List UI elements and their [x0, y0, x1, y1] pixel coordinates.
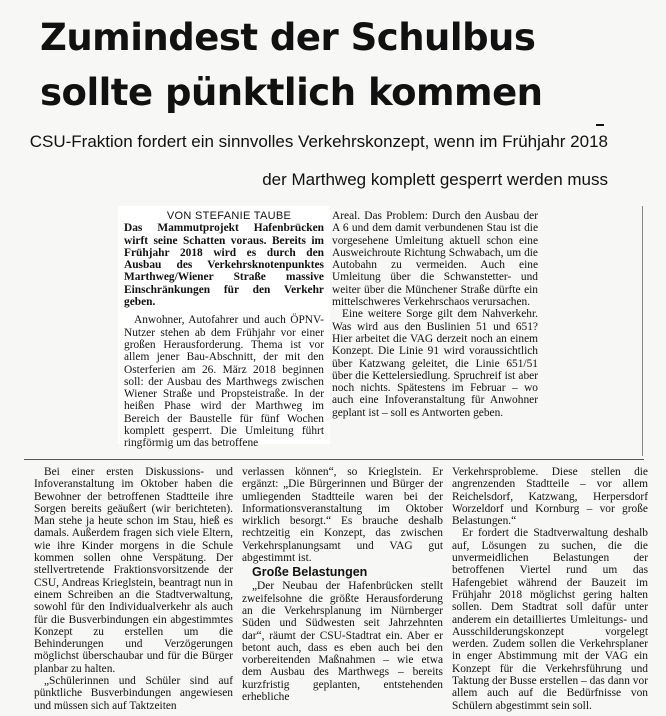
body-paragraph: „Der Neubau der Hafenbrücken stellt zweifelsohne die größte Herausforderung an die Verkehrsplanung im Nürnberger Süden und Südwesten seit Jahrzehnten dar“, räumt der CSU-Stadtrat ein. Aber er betont auch, dass es eben auch bei den vorbereitenden Maßnahmen – wie etwa dem Ausbau des Marthwegs – bereits kurzfristig geplanten, entstehenden erhebliche	[242, 580, 443, 704]
body-paragraph: Verkehrsprobleme. Diese stellen die angrenzenden Stadtteile – vor allem Reichelsdorf, Katzwang, Herpersdorf Worzeldorf und Kornburg – vor große Belastungen.“	[452, 466, 648, 528]
body-paragraph: Areal. Das Problem: Durch den Ausbau der A 6 und dem damit verbundenen Stau ist die vorgesehene Umleitung aktuell schon eine Ausweichroute Richtung Schwabach, um die Autobahn zu vermeiden. Auch eine Umleitung über die Schwanstetter- und weiter über die Münchener Straße dürfte ein mittelschweres Verkehrschaos verursachen.	[332, 210, 538, 309]
column-rule	[642, 206, 643, 456]
body-paragraph: Er fordert die Stadtverwaltung deshalb auf, Lösungen zu suchen, die die unvermeidlichen Belastungen der betroffenen Viertel rund um das Hafengebiet während der Bauzeit im Frühjahr 2018 möglichst gering halten sollen. Dem Stadtrat soll dafür unter anderem ein detailliertes Umleitungs- und Ausschilderungskonzept vorgelegt werden. Zudem sollen die Verkehrsplaner in enger Abstimmung mit der VAG ein Konzept für die Verkehrsführung und Taktung der Busse erstellen – das dann vor allem auch auf die Bedürfnisse von Schülern abgestimmt sein soll.	[452, 527, 648, 712]
subheadline-line-1: CSU-Fraktion fordert ein sinnvolles Verkehrskonzept, wenn im Frühjahr 2018	[29, 132, 608, 151]
headline-line-1: Zumindest der Schulbus	[40, 16, 536, 59]
section-subheading: Große Belastungen	[252, 565, 368, 580]
headline-line-2: sollte pünktlich kommen	[40, 71, 543, 114]
lower-column-1	[34, 466, 233, 712]
upper-right-column	[332, 210, 538, 419]
body-paragraph: Bei einer ersten Diskussions- und Infoveranstaltung im Oktober haben die Bewohner der betroffenen Stadtteile ihre Sorgen bereits geäußert (wir berichteten). Man stehe ja heute schon im Stau, hieß es damals. Außerdem fragen sich viele Eltern, wie ihre Kinder morgens in die Schule kommen sollen ohne Verspätung. Der stellvertretende Fraktionsvorsitzende der CSU, Andreas Krieglstein, beantragt nun in einem Schreiben an die Stadtverwaltung, sowohl für den Individualverkehr als auch für die Busverbindungen ein abgestimmtes Konzept zu erstellen um die Behinderungen und Verzögerungen möglichst überschaubar und für die Bürger planbar zu halten.	[34, 466, 233, 675]
subheadline-line-2: der Marthweg komplett gesperrt werden muss	[262, 170, 608, 189]
body-paragraph: Eine weitere Sorge gilt dem Nahverkehr. Was wird aus den Buslinien 51 und 651? Hier arbeitet die VAG derzeit noch an einem Konzept. Die Linie 91 wird voraussichtlich über Katzwang geleitet, die Linie 651/51 über die Kettelersiedlung. Spruchreif ist aber noch nichts. Spätestens im Februar – wo auch eine Infoveranstaltung für Anwohner geplant ist – soll es Antworten geben.	[332, 308, 538, 419]
author-byline: VON STEFANIE TAUBE	[166, 210, 292, 222]
headline	[40, 10, 640, 120]
section-divider	[24, 459, 644, 460]
lead-paragraph: Das Mammutprojekt Hafenbrücken wirft seine Schatten voraus. Bereits im Frühjahr 2018 wird es durch den Ausbau des Verkehrsknotenpunktes Marthweg/Wiener Straße massive Einschränkungen für den Verkehr geben.	[124, 222, 324, 309]
upper-left-column	[124, 210, 324, 450]
body-paragraph: verlassen können“, so Krieglstein. Er ergänzt: „Die Bürgerinnen und Bürger der umliegenden Stadtteile waren bei der Informationsveranstaltung im Oktober wirklich besorgt.“ Es brauche deshalb rechtzeitig ein Konzept, das zwischen Verkehrsplanungsamt und VAG gut abgestimmt ist.	[242, 466, 443, 565]
lower-column-2	[242, 466, 443, 703]
body-paragraph: Anwohner, Autofahrer und auch ÖPNV-Nutzer stehen ab dem Frühjahr vor einer großen Herausforderung. Thema ist vor allem jener Bau-Abschnitt, der mit den Osterferien am 26. März 2018 beginnen soll: der Ausbau des Marthwegs zwischen Wiener Straße und Propsteistraße. In der heißen Phase wird der Marthweg im Bereich der Baustelle für fünf Wochen komplett gesperrt. Die Umleitung führt ringförmig um das betroffene	[124, 314, 324, 450]
corner-mark	[596, 124, 604, 126]
body-paragraph: „Schülerinnen und Schüler sind auf pünktliche Busverbindungen angewiesen und müssen sich auf Taktzeiten	[34, 675, 233, 712]
lower-column-3	[452, 466, 648, 712]
